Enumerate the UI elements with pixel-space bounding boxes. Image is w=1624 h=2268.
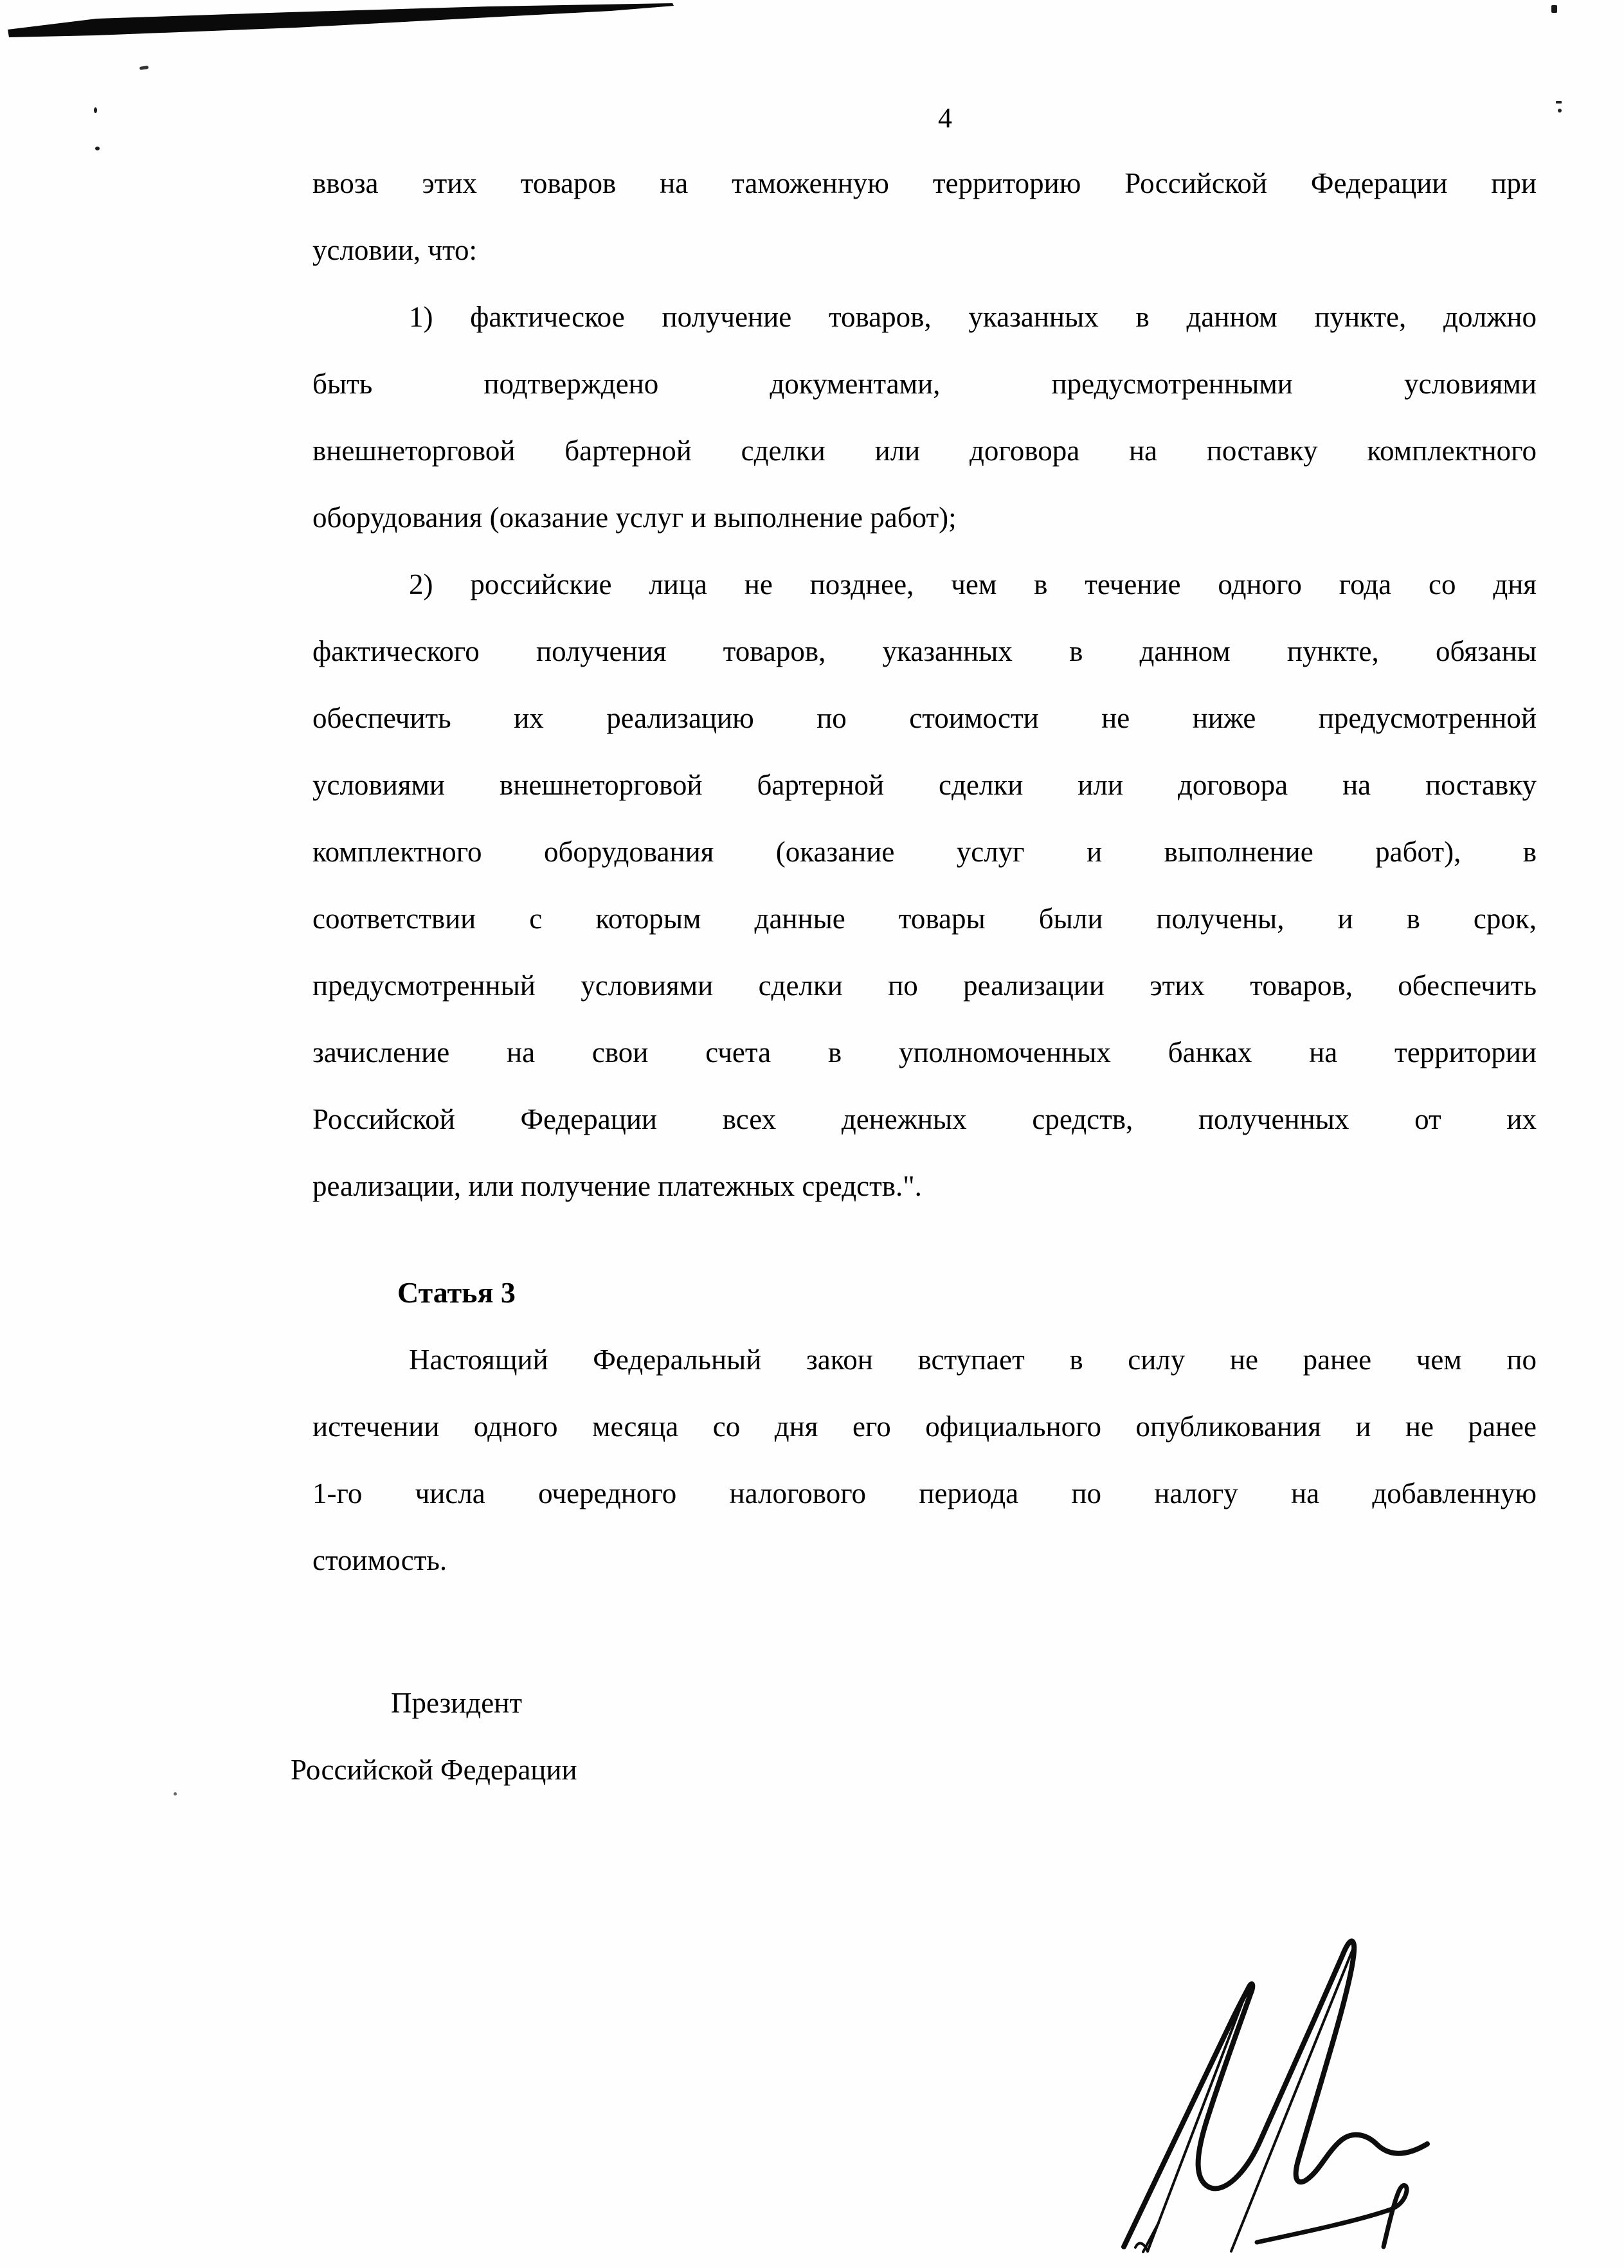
body-text-line: 1-го числа очередного налогового периода по налогу на добавленную: [312, 1477, 1537, 1509]
scan-speck: [1558, 109, 1562, 113]
body-text-line: внешнеторговой бартерной сделки или договора на поставку комплектного: [312, 435, 1537, 467]
scan-speck: [140, 66, 149, 70]
article-heading: Статья 3: [397, 1276, 516, 1309]
body-text-line: условиями внешнеторговой бартерной сделки или договора на поставку: [312, 769, 1537, 801]
scan-speck: [1556, 101, 1562, 104]
signoff-block: [291, 1670, 1537, 1803]
body-text-line: истечении одного месяца со дня его официального опубликования и не ранее: [312, 1410, 1537, 1443]
body-text-line: 2) российские лица не позднее, чем в течение одного года со дня: [409, 568, 1537, 600]
body-text-line: стоимость.: [312, 1544, 447, 1576]
body-text-line: обеспечить их реализацию по стоимости не ниже предусмотренной: [312, 702, 1537, 734]
body-text-line: быть подтверждено документами, предусмотренными условиями: [312, 368, 1537, 400]
scan-speck: [95, 147, 100, 150]
body-text-line: комплектного оборудования (оказание услуг и выполнение работ), в: [312, 836, 1537, 868]
body-text-line: фактического получения товаров, указанных в данном пункте, обязаны: [312, 635, 1537, 667]
body-text-line: Настоящий Федеральный закон вступает в силу не ранее чем по: [409, 1344, 1537, 1376]
signoff-line: Президент: [391, 1687, 522, 1719]
scan-speck: [1551, 5, 1557, 13]
scan-artifact-streak: [0, 0, 707, 45]
body-text-line: предусмотренный условиями сделки по реализации этих товаров, обеспечить: [312, 969, 1537, 1002]
body-text-line: оборудования (оказание услуг и выполнение работ);: [312, 501, 957, 534]
scan-speck: [174, 1792, 177, 1796]
body-text-line: условии, что:: [312, 234, 478, 266]
page-number: 4: [938, 102, 952, 134]
body-text-line: Российской Федерации всех денежных средств, полученных от их: [312, 1103, 1537, 1135]
document-body: [291, 150, 1537, 1803]
scan-speck: [94, 107, 97, 113]
body-text-line: 1) фактическое получение товаров, указанных в данном пункте, должно: [409, 301, 1537, 333]
president-signature: [1087, 1896, 1447, 2268]
body-text-line: соответствии с которым данные товары были получены, и в срок,: [312, 903, 1537, 935]
body-text-line: ввоза этих товаров на таможенную территорию Российской Федерации при: [312, 167, 1537, 199]
body-text-line: реализации, или получение платежных средств.".: [312, 1170, 922, 1202]
signoff-line: Российской Федерации: [291, 1754, 577, 1786]
body-text-line: зачисление на свои счета в уполномоченных банках на территории: [312, 1036, 1537, 1068]
